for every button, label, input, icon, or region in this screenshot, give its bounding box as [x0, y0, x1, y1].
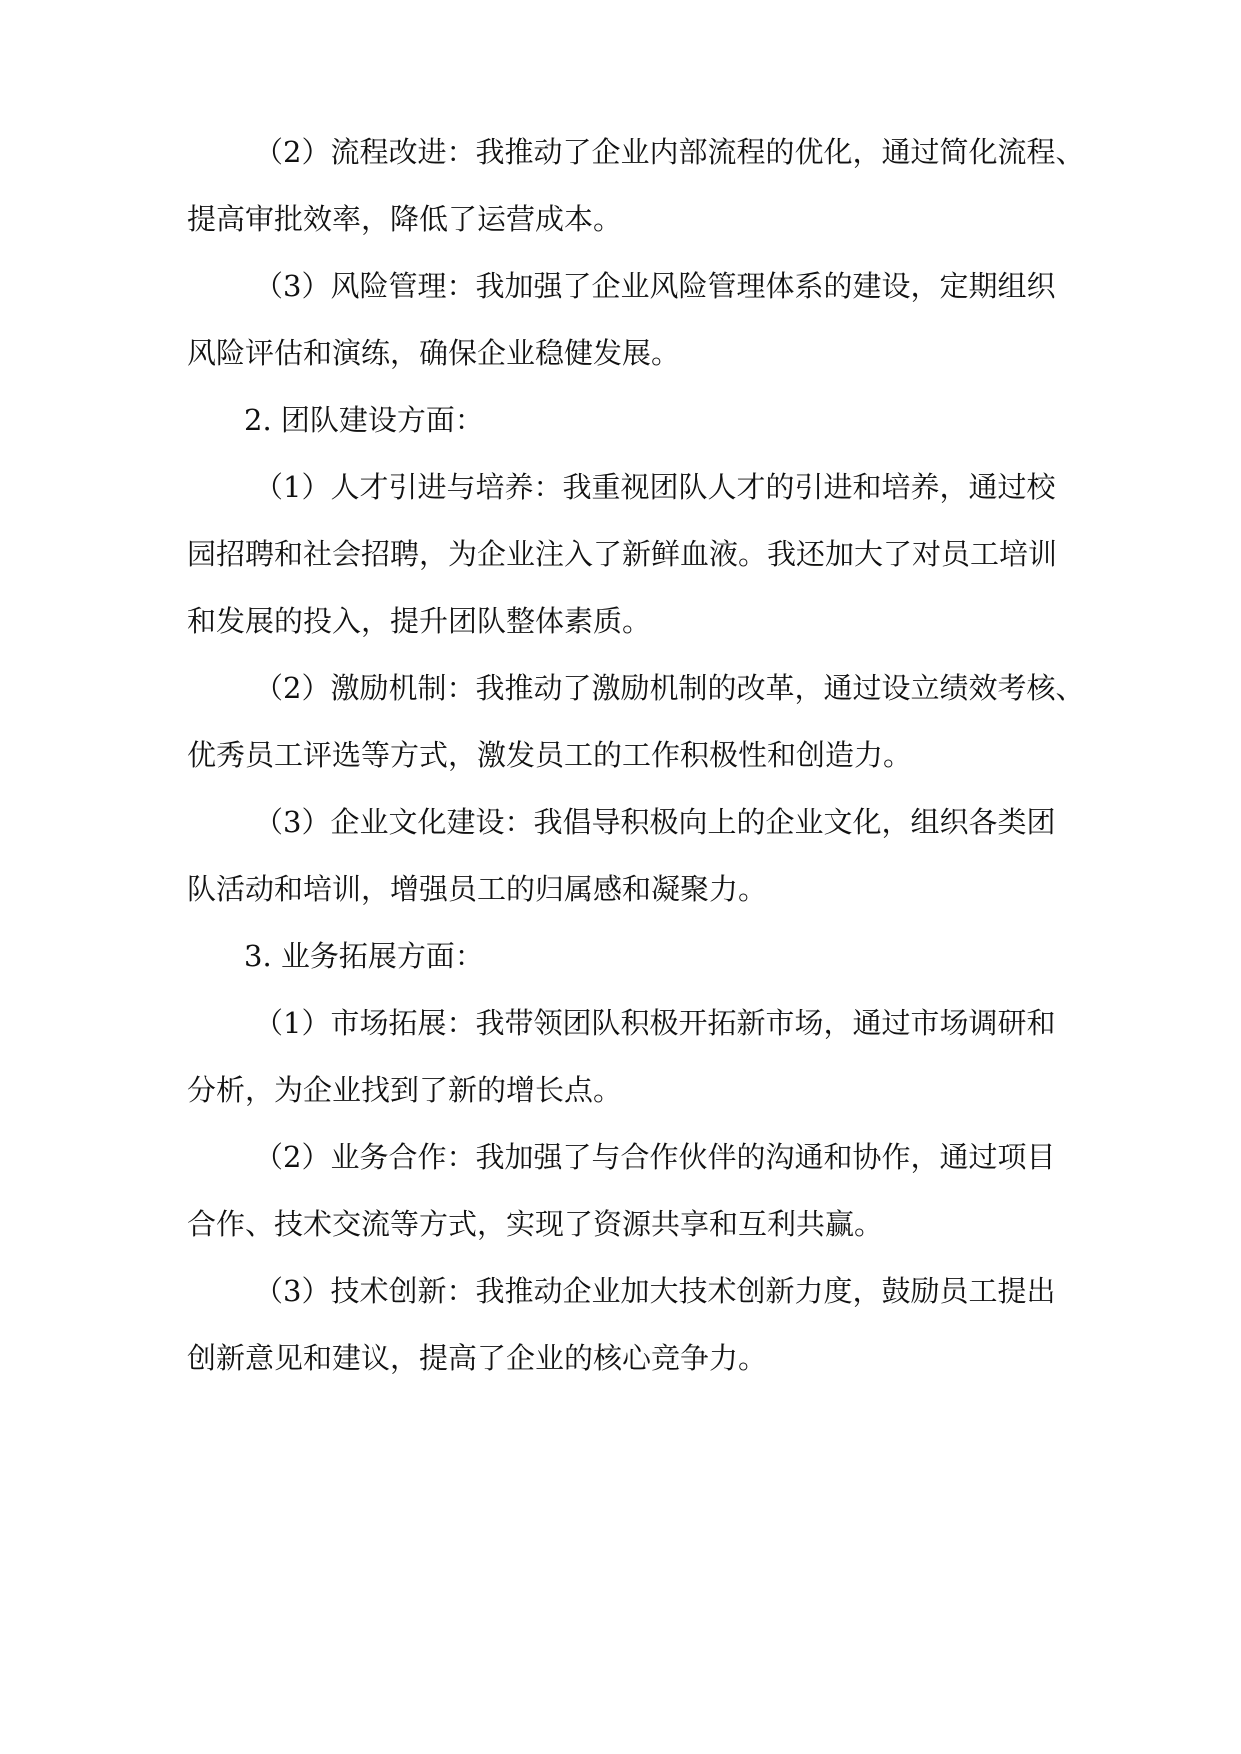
section-heading: 2. 团队建设方面： — [244, 403, 484, 437]
paragraph-line: 合作、技术交流等方式，实现了资源共享和互利共赢。 — [187, 1207, 884, 1241]
paragraph-line: （3）企业文化建设：我倡导积极向上的企业文化，组织各类团 — [254, 805, 1056, 839]
paragraph-line: （2）激励机制：我推动了激励机制的改革，通过设立绩效考核、 — [254, 671, 1085, 705]
paragraph-line: （2）业务合作：我加强了与合作伙伴的沟通和协作，通过项目 — [254, 1140, 1056, 1174]
paragraph-line: （3）风险管理：我加强了企业风险管理体系的建设，定期组织 — [254, 269, 1056, 303]
section-heading: 3. 业务拓展方面： — [244, 939, 484, 973]
paragraph-line: 创新意见和建议，提高了企业的核心竞争力。 — [187, 1341, 768, 1375]
paragraph-line: （1）市场拓展：我带领团队积极开拓新市场，通过市场调研和 — [254, 1006, 1056, 1040]
paragraph-line: 园招聘和社会招聘，为企业注入了新鲜血液。我还加大了对员工培训 — [187, 537, 1058, 571]
paragraph-line: 优秀员工评选等方式，激发员工的工作积极性和创造力。 — [187, 738, 913, 772]
paragraph-line: 风险评估和演练，确保企业稳健发展。 — [187, 336, 681, 370]
paragraph-line: 提高审批效率，降低了运营成本。 — [187, 202, 623, 236]
paragraph-line: 队活动和培训，增强员工的归属感和凝聚力。 — [187, 872, 768, 906]
paragraph-line: （3）技术创新：我推动企业加大技术创新力度，鼓励员工提出 — [254, 1274, 1056, 1308]
paragraph-line: 和发展的投入，提升团队整体素质。 — [187, 604, 652, 638]
paragraph-line: （1）人才引进与培养：我重视团队人才的引进和培养，通过校 — [254, 470, 1056, 504]
paragraph-line: （2）流程改进：我推动了企业内部流程的优化，通过简化流程、 — [254, 135, 1085, 169]
paragraph-line: 分析，为企业找到了新的增长点。 — [187, 1073, 623, 1107]
